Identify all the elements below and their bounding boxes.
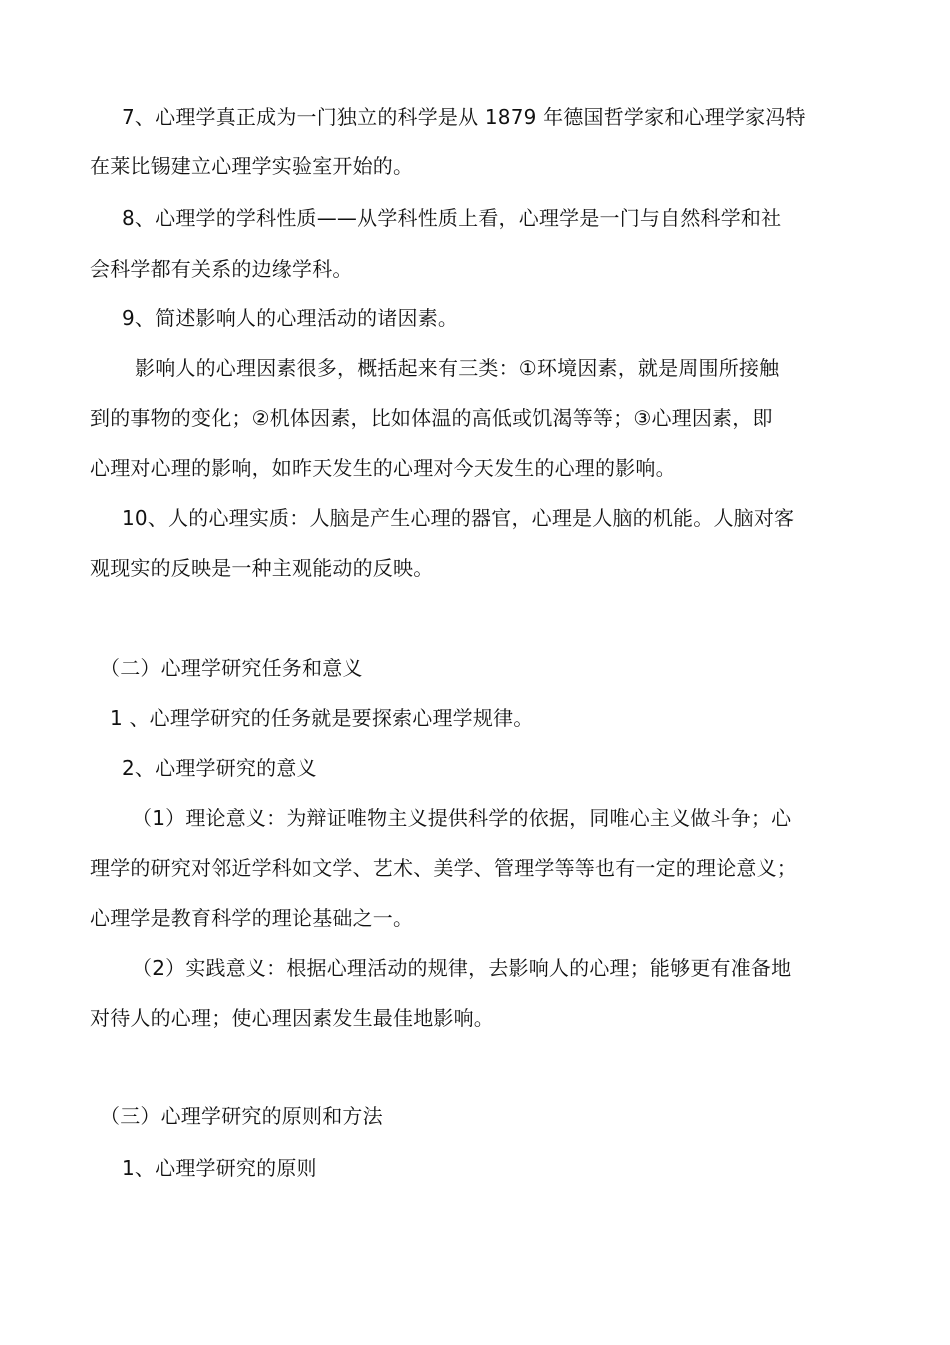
section-2-item-1: 1 、心理学研究的任务就是要探索心理学规律。 [110, 706, 534, 730]
section-3-heading: （三）心理学研究的原则和方法 [100, 1104, 383, 1128]
paragraph-9-body-line-3: 心理对心理的影响，如昨天发生的心理对今天发生的心理的影响。 [90, 456, 676, 480]
paragraph-9-body-line-1: 影响人的心理因素很多，概括起来有三类：①环境因素，就是周围所接触 [135, 356, 780, 380]
practice-significance-line-1: （2）实践意义：根据心理活动的规律，去影响人的心理；能够更有准备地 [132, 956, 792, 980]
section-3-item-1: 1、心理学研究的原则 [122, 1156, 317, 1180]
paragraph-9-body-line-2: 到的事物的变化；②机体因素，比如体温的高低或饥渴等等；③心理因素，即 [90, 406, 773, 430]
practice-significance-line-2: 对待人的心理；使心理因素发生最佳地影响。 [90, 1006, 494, 1030]
paragraph-8-line-1: 8、心理学的学科性质——从学科性质上看，心理学是一门与自然科学和社 [122, 206, 782, 230]
theory-significance-line-1: （1）理论意义：为辩证唯物主义提供科学的依据，同唯心主义做斗争；心 [132, 806, 792, 830]
section-2-heading: （二）心理学研究任务和意义 [100, 656, 363, 680]
paragraph-7-line-2: 在莱比锡建立心理学实验室开始的。 [90, 154, 414, 178]
theory-significance-line-3: 心理学是教育科学的理论基础之一。 [90, 906, 414, 930]
paragraph-10-line-1: 10、人的心理实质：人脑是产生心理的器官，心理是人脑的机能。人脑对客 [122, 506, 795, 530]
paragraph-9-heading: 9、简述影响人的心理活动的诸因素。 [122, 306, 459, 330]
paragraph-10-line-2: 观现实的反映是一种主观能动的反映。 [90, 556, 434, 580]
theory-significance-line-2: 理学的研究对邻近学科如文学、艺术、美学、管理学等等也有一定的理论意义； [90, 856, 797, 880]
paragraph-7-line-1: 7、心理学真正成为一门独立的科学是从 1879 年德国哲学家和心理学家冯特 [122, 105, 806, 129]
paragraph-8-line-2: 会科学都有关系的边缘学科。 [90, 257, 353, 281]
section-2-item-2: 2、心理学研究的意义 [122, 756, 317, 780]
